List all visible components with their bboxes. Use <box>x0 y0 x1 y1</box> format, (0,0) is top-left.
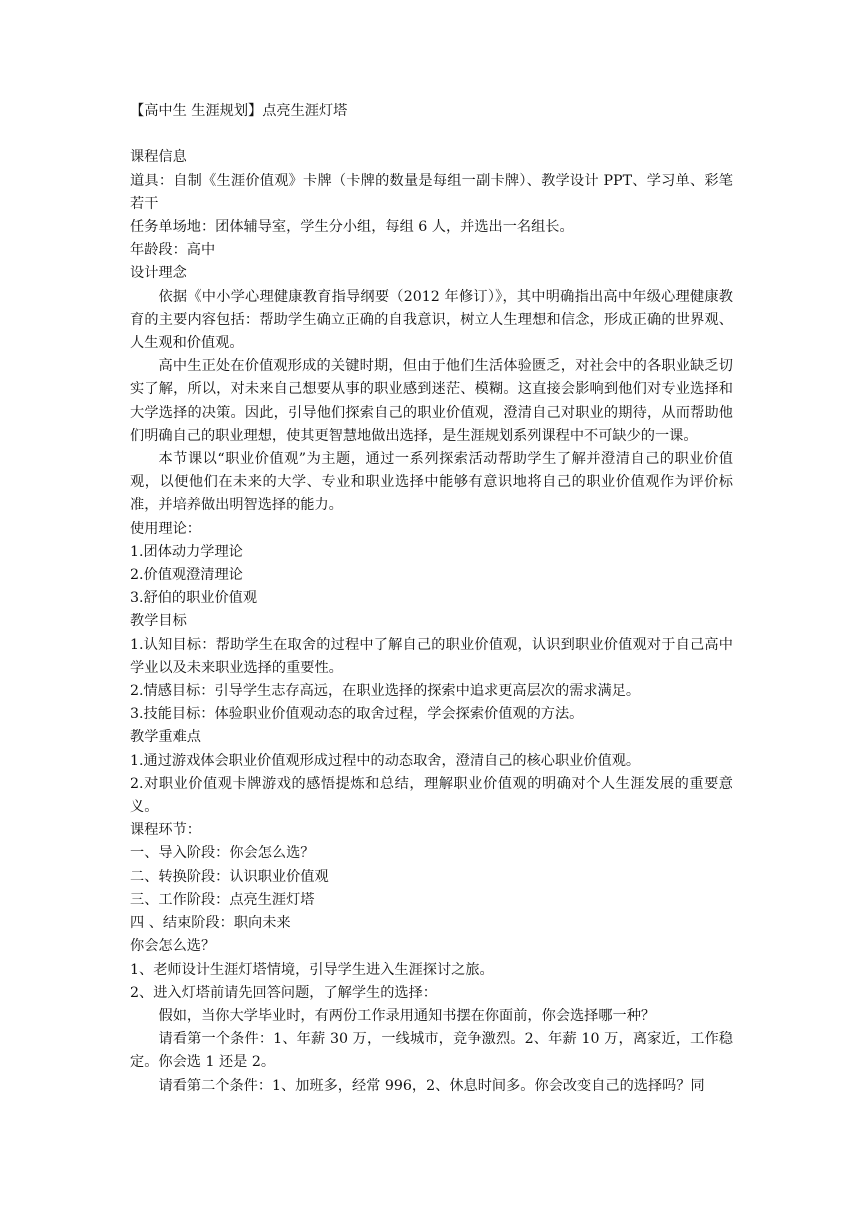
course-info-heading: 课程信息 <box>130 149 187 166</box>
course-props: 道具：自制《生涯价值观》卡牌（卡牌的数量是每组一副卡牌）、教学设计 PPT、学习单、彩笔若干 <box>130 172 733 212</box>
document-body <box>130 100 733 1098</box>
stage-item: 二、转换阶段：认识职业价值观 <box>130 868 329 885</box>
stages-heading: 课程环节： <box>130 822 201 839</box>
theory-item: 3.舒伯的职业价值观 <box>130 590 258 607</box>
key-points-heading: 教学重难点 <box>130 729 201 746</box>
course-age: 年龄段：高中 <box>130 242 216 259</box>
document-title: 【高中生 生涯规划】点亮生涯灯塔 <box>130 103 348 119</box>
key-point-item: 2.对职业价值观卡牌游戏的感悟提炼和总结，理解职业价值观的明确对个人生涯发展的重要意义。 <box>130 775 733 816</box>
theory-item: 2.价值观澄清理论 <box>130 567 243 584</box>
intro-paragraph: 请看第一个条件：1、年薪 30 万，一线城市，竞争激烈。2、年薪 10 万，离家近，工作稳定。你会选 1 还是 2。 <box>130 1031 733 1071</box>
course-venue: 任务单场地：团体辅导室，学生分小组，每组 6 人，并选出一名组长。 <box>130 219 574 235</box>
design-paragraph: 本节课以“职业价值观”为主题，通过一系列探索活动帮助学生了解并澄清自己的职业价值观，以便他们在未来的大学、专业和职业选择中能够有意识地将自己的职业价值观作为评价标准，并培养做出明智选择的能力。 <box>130 451 733 514</box>
theory-item: 1.团体动力学理论 <box>130 543 243 560</box>
intro-heading: 你会怎么选？ <box>130 938 216 955</box>
intro-item: 2、进入灯塔前请先回答问题，了解学生的选择： <box>130 984 437 1001</box>
goal-item: 1.认知目标：帮助学生在取舍的过程中了解自己的职业价值观，认识到职业价值观对于自己高中学业以及未来职业选择的重要性。 <box>130 636 733 676</box>
intro-item: 1、老师设计生涯灯塔情境，引导学生进入生涯探讨之旅。 <box>130 961 494 978</box>
design-paragraph: 依据《中小学心理健康教育指导纲要（2012 年修订）》，其中明确指出高中年级心理健康教育的主要内容包括：帮助学生确立正确的自我意识，树立人生理想和信念，形成正确的世界观、人生观和价值观。 <box>130 288 733 352</box>
key-point-item: 1.通过游戏体会职业价值观形成过程中的动态取舍，澄清自己的核心职业价值观。 <box>130 752 641 769</box>
goal-item: 2.情感目标：引导学生志存高远，在职业选择的探索中追求更高层次的需求满足。 <box>130 683 641 700</box>
intro-paragraph: 假如，当你大学毕业时，有两份工作录用通知书摆在你面前，你会选择哪一种？ <box>158 1007 656 1024</box>
stage-item: 四 、结束阶段：职向未来 <box>130 915 291 932</box>
design-paragraph: 高中生正处在价值观形成的关键时期，但由于他们生活体验匮乏，对社会中的各职业缺乏切实了解，所以，对未来自己想要从事的职业感到迷茫、模糊。这直接会影响到他们对专业选择和大学选择的决策。因此，引导他们探索自己的职业价值观，澄清自己对职业的期待，从而帮助他们明确自己的职业理想，使其更智慧地做出选择，是生涯规划系列课程中不可缺少的一课。 <box>130 358 733 444</box>
goals-heading: 教学目标 <box>130 613 187 630</box>
stage-item: 一、导入阶段：你会怎么选？ <box>130 845 315 862</box>
intro-paragraph: 请看第二个条件：1、加班多，经常 996，2、休息时间多。你会改变自己的选择吗？同 <box>158 1077 705 1094</box>
theory-heading: 使用理论： <box>130 520 201 537</box>
design-heading: 设计理念 <box>130 265 187 282</box>
goal-item: 3.技能目标：体验职业价值观动态的取舍过程，学会探索价值观的方法。 <box>130 706 584 723</box>
stage-item: 三、工作阶段：点亮生涯灯塔 <box>130 891 315 908</box>
